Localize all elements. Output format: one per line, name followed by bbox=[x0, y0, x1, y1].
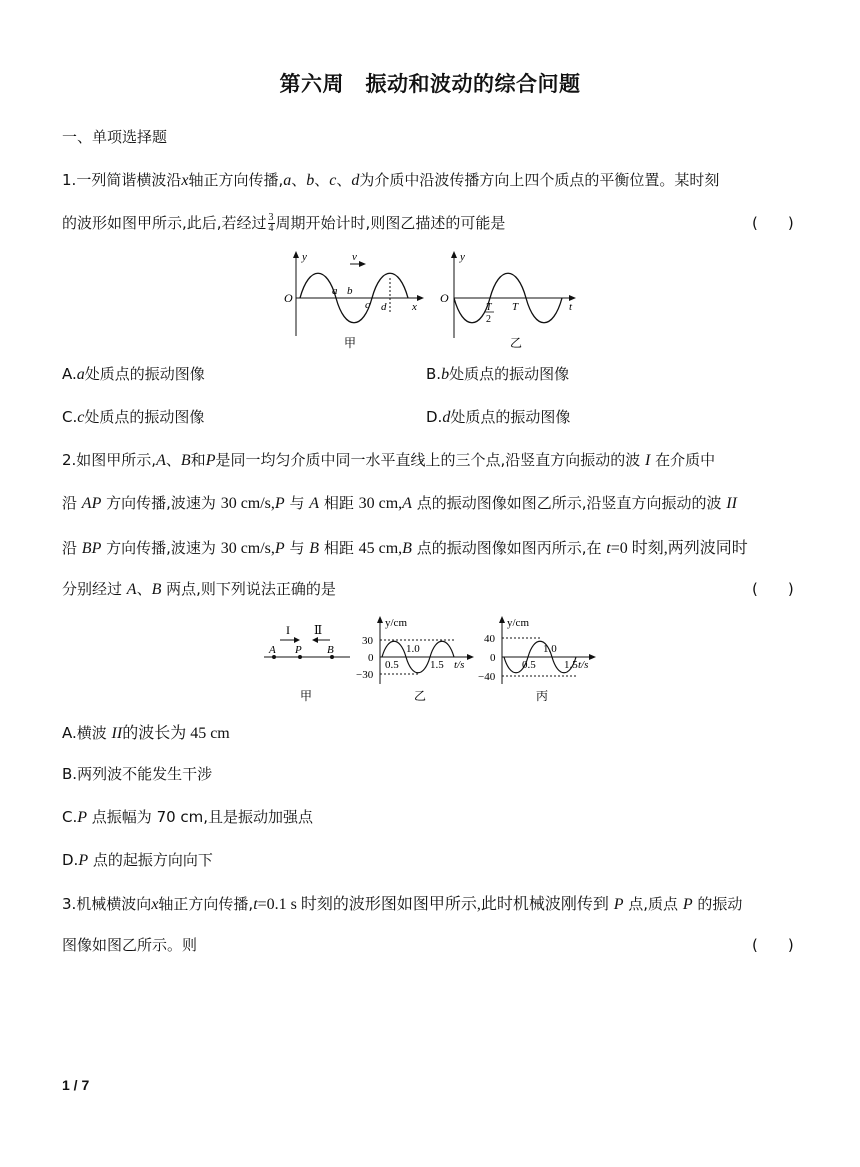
option-text: 处质点的振动图像 bbox=[450, 408, 571, 426]
option-text: 处质点的振动图像 bbox=[449, 365, 570, 383]
var-A: A bbox=[156, 452, 166, 469]
option-var: P bbox=[78, 852, 89, 869]
q2-figure bbox=[258, 614, 618, 706]
option-text: 的波长为 45 cm bbox=[122, 725, 230, 742]
q1-option-a[interactable] bbox=[62, 363, 205, 384]
section-heading: 一、单项选择题 bbox=[62, 128, 168, 146]
q1-var-c: c bbox=[329, 172, 337, 189]
q3-text: 轴正方向传播, bbox=[158, 895, 254, 913]
tick-minus-30: −30 bbox=[356, 669, 374, 681]
q3-line1 bbox=[62, 891, 742, 914]
q3-text: 3.机械横波向 bbox=[62, 895, 152, 913]
figure-jia-caption: 甲 bbox=[344, 336, 357, 350]
var-B: B bbox=[151, 581, 162, 598]
q2-answer-paren: ( ) bbox=[752, 580, 794, 598]
var-t: t bbox=[253, 896, 258, 913]
point-b-label: b bbox=[347, 285, 353, 297]
option-var: a bbox=[76, 366, 85, 383]
velocity-label: v bbox=[352, 251, 357, 263]
q3-text: 的振动 bbox=[697, 895, 743, 913]
tick-minus-40: −40 bbox=[478, 671, 496, 683]
q2-text: 两点,则下列说法正确的是 bbox=[166, 580, 336, 598]
q1-line2 bbox=[62, 212, 505, 234]
q3-text: 图像如图乙所示。则 bbox=[62, 936, 198, 954]
option-var: P bbox=[77, 809, 88, 826]
q2-text: 与 bbox=[289, 494, 305, 512]
q1-figure-jia bbox=[284, 251, 424, 350]
axis-x-label: x bbox=[412, 301, 417, 313]
period-label: T bbox=[512, 301, 519, 313]
var-x: x bbox=[151, 896, 159, 913]
q1-text: 周期开始计时,则图乙描述的可能是 bbox=[275, 214, 506, 232]
q2-option-d[interactable] bbox=[62, 849, 213, 870]
q2-text: 点的振动图像如图乙所示,沿竖直方向振动的波 bbox=[416, 494, 722, 512]
q2-text: 2.如图甲所示, bbox=[62, 451, 157, 469]
var-B: B bbox=[402, 540, 412, 557]
origin-label: O bbox=[440, 291, 449, 305]
tick-1-5: 1.5 bbox=[430, 659, 444, 671]
option-text: 横波 bbox=[76, 724, 112, 742]
var-P: P bbox=[205, 452, 216, 469]
var-P: P bbox=[274, 540, 285, 557]
wave-II-label: Ⅱ bbox=[314, 623, 323, 637]
axis-label-ts: t/s bbox=[578, 659, 589, 671]
q2-text: 方向传播,波速为 bbox=[106, 494, 216, 512]
q1-sep: 、 bbox=[291, 171, 307, 189]
option-key: C. bbox=[62, 808, 78, 826]
q2-text: 在介质中 bbox=[655, 451, 716, 469]
point-a-label: a bbox=[332, 285, 338, 297]
tick-0-5: 0.5 bbox=[522, 659, 536, 671]
q3-text: =0.1 s 时刻的波形图如图甲所示,此时机械波刚传到 bbox=[257, 896, 609, 913]
option-key: D. bbox=[62, 851, 79, 869]
tick-1-0: 1.0 bbox=[406, 643, 420, 655]
var-A: A bbox=[126, 581, 137, 598]
figure-yi-caption: 乙 bbox=[414, 689, 427, 703]
var-AP: AP bbox=[81, 495, 102, 512]
option-var: II bbox=[111, 725, 123, 742]
figure-jia-caption: 甲 bbox=[300, 689, 313, 703]
value-distance: 30 cm, bbox=[358, 495, 403, 512]
q2-line4 bbox=[62, 578, 336, 599]
q2-text: 点的振动图像如图丙所示,在 bbox=[416, 539, 602, 557]
axis-label-ycm: y/cm bbox=[507, 617, 529, 629]
option-var: c bbox=[77, 409, 85, 426]
wave-I-label: I bbox=[286, 623, 290, 637]
axis-label-ycm: y/cm bbox=[385, 617, 407, 629]
var-II: II bbox=[726, 495, 737, 512]
q2-option-a[interactable] bbox=[62, 720, 230, 743]
q2-text: 相距 bbox=[323, 494, 354, 512]
option-key: C. bbox=[62, 408, 78, 426]
q2-option-b[interactable] bbox=[62, 763, 212, 784]
option-var: d bbox=[442, 409, 451, 426]
option-text: 处质点的振动图像 bbox=[84, 408, 205, 426]
q2-sep: 、 bbox=[136, 580, 152, 598]
q1-line1 bbox=[62, 169, 719, 190]
tick-30: 30 bbox=[362, 635, 373, 647]
figure-yi-caption: 乙 bbox=[510, 336, 523, 350]
option-key: B. bbox=[426, 365, 442, 383]
q2-text: =0 时刻,两列波同时 bbox=[610, 540, 748, 557]
q1-var-x: x bbox=[181, 172, 189, 189]
axis-t-label: t bbox=[569, 301, 573, 313]
label-A: A bbox=[269, 644, 276, 656]
option-var: b bbox=[441, 366, 450, 383]
option-text: 两列波不能发生干涉 bbox=[77, 765, 213, 783]
q1-text: 的波形如图甲所示,此后,若经过 bbox=[62, 214, 267, 232]
q1-answer-paren: ( ) bbox=[752, 214, 794, 232]
axis-y-label: y bbox=[302, 251, 307, 263]
point-d-label: d bbox=[381, 301, 387, 313]
q1-var-b: b bbox=[306, 172, 315, 189]
q2-text: 方向传播,波速为 bbox=[106, 539, 216, 557]
value-speed: 30 cm/s, bbox=[220, 495, 275, 512]
page-title: 第六周 振动和波动的综合问题 bbox=[279, 72, 581, 96]
q2-option-c[interactable] bbox=[62, 806, 313, 827]
var-B: B bbox=[180, 452, 191, 469]
q2-figure-jia bbox=[264, 623, 350, 703]
tick-40: 40 bbox=[484, 633, 495, 645]
tick-0-5: 0.5 bbox=[385, 659, 399, 671]
point-c-label: c bbox=[365, 299, 370, 311]
option-text: 处质点的振动图像 bbox=[84, 365, 205, 383]
var-P: P bbox=[274, 495, 285, 512]
q2-text: 相距 bbox=[323, 539, 354, 557]
q1-option-b[interactable] bbox=[426, 363, 569, 384]
option-text: 点的起振方向向下 bbox=[88, 851, 213, 869]
option-key: A. bbox=[62, 724, 77, 742]
q1-figure-yi bbox=[440, 251, 576, 350]
q1-figure bbox=[280, 248, 590, 352]
var-P: P bbox=[682, 896, 693, 913]
var-I: I bbox=[645, 452, 651, 469]
q2-text: 沿 bbox=[62, 494, 78, 512]
label-P: P bbox=[295, 644, 302, 656]
q1-option-d[interactable] bbox=[426, 406, 570, 427]
half-period-den: 2 bbox=[486, 314, 491, 325]
var-B: B bbox=[309, 540, 320, 557]
figure-bing-caption: 丙 bbox=[536, 689, 549, 703]
frac-numerator: 3 bbox=[268, 212, 274, 223]
q3-answer-paren: ( ) bbox=[752, 936, 794, 954]
origin-label: O bbox=[284, 291, 293, 305]
axis-label-ts: t/s bbox=[454, 659, 465, 671]
q1-var-a: a bbox=[283, 172, 292, 189]
option-text: 点振幅为 70 cm,且是振动加强点 bbox=[87, 808, 314, 826]
fraction-three-quarters bbox=[268, 213, 275, 234]
var-BP: BP bbox=[81, 540, 102, 557]
option-key: B. bbox=[62, 765, 78, 783]
var-A: A bbox=[309, 495, 320, 512]
q2-text: 分别经过 bbox=[62, 580, 123, 598]
q3-line2 bbox=[62, 934, 197, 955]
q1-var-d: d bbox=[351, 172, 360, 189]
option-key: D. bbox=[426, 408, 443, 426]
q2-figure-bing bbox=[478, 616, 596, 703]
q2-text: 和 bbox=[190, 451, 206, 469]
q2-figure-yi bbox=[356, 616, 474, 703]
option-key: A. bbox=[62, 365, 77, 383]
frac-denominator: 4 bbox=[268, 223, 274, 234]
q2-text: 与 bbox=[289, 539, 305, 557]
q2-text: 是同一均匀介质中同一水平直线上的三个点,沿竖直方向振动的波 bbox=[215, 451, 641, 469]
tick-zero: 0 bbox=[490, 652, 496, 664]
q1-text: 为介质中沿波传播方向上四个质点的平衡位置。某时刻 bbox=[359, 171, 720, 189]
var-P: P bbox=[613, 896, 624, 913]
page-number: 1 / 7 bbox=[62, 1077, 90, 1093]
q1-text: 轴正方向传播, bbox=[188, 171, 284, 189]
q2-sep: 、 bbox=[165, 451, 181, 469]
tick-1-0: 1.0 bbox=[543, 643, 557, 655]
q2-line3 bbox=[62, 535, 748, 558]
q2-text: 沿 bbox=[62, 539, 78, 557]
label-B: B bbox=[327, 644, 334, 656]
axis-y-label: y bbox=[460, 251, 465, 263]
q3-text: 点,质点 bbox=[628, 895, 679, 913]
value-distance: 45 cm, bbox=[358, 540, 403, 557]
tick-1-5: 1.5 bbox=[564, 659, 578, 671]
q1-text: 一列简谐横波沿 bbox=[76, 171, 182, 189]
half-period-num: T bbox=[486, 302, 492, 313]
q1-number: 1. bbox=[62, 171, 77, 189]
var-A: A bbox=[402, 495, 412, 512]
q1-sep: 、 bbox=[314, 171, 330, 189]
tick-zero: 0 bbox=[368, 652, 374, 664]
var-t: t bbox=[606, 540, 611, 557]
q2-line2 bbox=[62, 492, 737, 513]
q1-option-c[interactable] bbox=[62, 406, 204, 427]
q1-sep: 、 bbox=[336, 171, 352, 189]
q2-line1 bbox=[62, 449, 715, 470]
value-speed: 30 cm/s, bbox=[220, 540, 275, 557]
